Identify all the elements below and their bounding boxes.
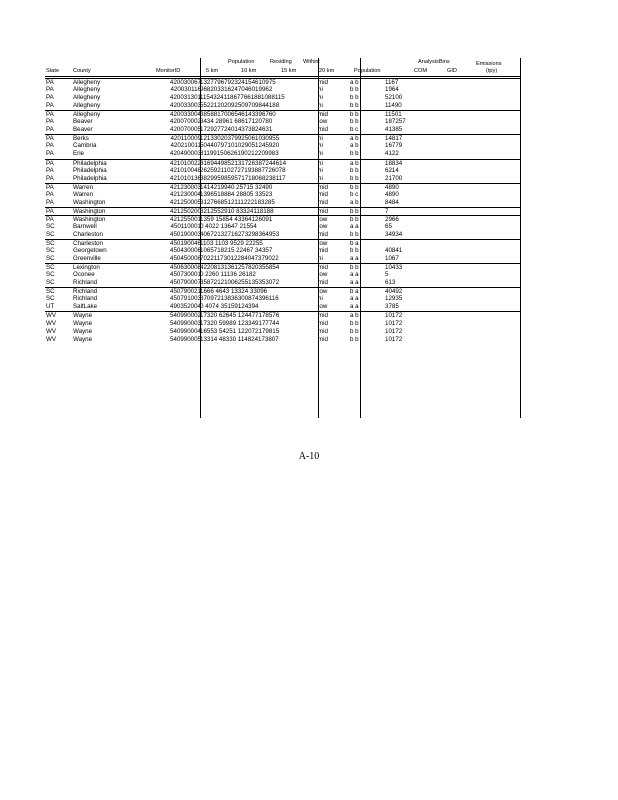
population-cell: 3212552910 83324118188 <box>200 207 274 215</box>
population-cell: 87097213836300874396116 <box>200 295 279 303</box>
population-cell: 12133020379925061030955 <box>200 135 280 143</box>
level-cell: mid <box>318 79 328 86</box>
county-cell: Greenville <box>73 255 101 263</box>
population-cell: 3829959859571718068238117 <box>200 174 286 182</box>
population-cell: 3169449852131726387244614 <box>200 159 287 167</box>
bins-cell: b b <box>350 215 359 223</box>
level-cell: low <box>318 222 328 230</box>
table-row <box>45 126 520 134</box>
county-cell: SaltLake <box>73 303 98 311</box>
county-cell: Warren <box>73 190 94 198</box>
state-cell: SC <box>46 222 55 230</box>
population-cell: 1327796792324154610975 <box>200 79 276 86</box>
county-cell: Charleston <box>73 240 103 247</box>
monitor-id-cell: 450791003 <box>170 295 201 303</box>
emissions-cell: 1167 <box>385 79 399 86</box>
bins-cell: b b <box>350 207 359 215</box>
table-row <box>45 279 520 287</box>
header-monitor-id: MonitorID <box>156 68 181 74</box>
emissions-cell: 10172 <box>385 327 403 335</box>
header-residing: Residing <box>270 59 292 65</box>
level-cell: mid <box>318 319 328 327</box>
county-cell: Washington <box>73 198 106 206</box>
monitor-id-cell: 450190003 <box>170 230 201 238</box>
state-cell: WV <box>46 319 56 327</box>
level-cell: low <box>318 240 328 247</box>
level-cell: mid <box>318 230 328 238</box>
county-cell: Warren <box>73 183 94 191</box>
header-state: State <box>46 68 60 74</box>
emissions-cell: 12935 <box>385 295 403 303</box>
state-cell: SC <box>46 264 55 272</box>
population-cell: 3858817006546143396760 <box>200 111 276 119</box>
header-population-total: Population <box>354 68 381 74</box>
state-cell: PA <box>46 159 54 167</box>
population-cell: 70221173012284047379022 <box>200 255 279 263</box>
header-20km: 20 km <box>319 68 335 74</box>
emissions-cell: 4890 <box>385 183 399 191</box>
state-cell: PA <box>46 174 54 182</box>
emissions-cell: 16779 <box>385 142 403 150</box>
county-cell: Philadelphia <box>73 159 107 167</box>
state-cell: SC <box>46 279 55 287</box>
emissions-cell: 6214 <box>385 166 399 174</box>
monitor-id-cell: 420070005 <box>170 126 201 134</box>
monitor-id-cell: 450730001 <box>170 271 201 279</box>
bins-cell: a b <box>350 135 359 143</box>
population-cell: 1414219940 25715 32490 <box>200 183 273 191</box>
level-cell: hi <box>318 159 323 167</box>
monitor-id-cell: 450190046 <box>170 240 201 247</box>
state-cell: PA <box>46 79 54 86</box>
page-number: A-10 <box>298 451 320 462</box>
emissions-cell: 4890 <box>385 190 399 198</box>
state-cell: PA <box>46 198 54 206</box>
county-cell: Oconee <box>73 271 95 279</box>
monitor-id-cell: 421010022 <box>170 159 201 167</box>
state-cell: PA <box>46 94 54 102</box>
monitor-id-cell: 450790021 <box>170 288 201 296</box>
county-cell: Cambria <box>73 142 97 150</box>
monitor-id-cell: 420490003 <box>170 150 201 158</box>
population-cell: 1103 1103 9529 22255 <box>200 240 263 247</box>
bins-cell: a a <box>350 303 359 311</box>
header-emissions: Emissions <box>476 61 502 67</box>
state-cell: UT <box>46 303 55 311</box>
county-cell: Beaver <box>73 126 93 134</box>
emissions-cell: 2966 <box>385 215 399 223</box>
county-cell: Allegheny <box>73 111 101 119</box>
county-cell: Allegheny <box>73 86 101 94</box>
bins-cell: a a <box>350 222 359 230</box>
table-row <box>45 336 520 344</box>
monitor-id-cell: 450110001 <box>170 222 201 230</box>
emissions-cell: 40492 <box>385 288 403 296</box>
emissions-cell: 187257 <box>385 118 406 126</box>
state-cell: PA <box>46 150 54 158</box>
level-cell: low <box>318 288 328 296</box>
emissions-cell: 4122 <box>385 150 399 158</box>
county-cell: Wayne <box>73 335 93 343</box>
state-cell: SC <box>46 230 55 238</box>
table-row <box>45 255 520 263</box>
emissions-cell: 10172 <box>385 335 403 343</box>
population-cell: 1359 15854 43364126091 <box>200 215 273 223</box>
county-cell: Washington <box>73 207 106 215</box>
level-cell: mid <box>318 111 328 119</box>
emissions-cell: 40841 <box>385 247 403 255</box>
level-cell: mid <box>318 247 328 255</box>
monitor-id-cell: 420210011 <box>170 142 201 150</box>
emissions-cell: 11501 <box>385 111 402 119</box>
population-cell: 2625921102727193887726078 <box>200 166 286 174</box>
population-cell: 81199150626190212209983 <box>200 150 279 158</box>
population-cell: 17320 62645 124477178576 <box>200 312 280 320</box>
emissions-cell: 8484 <box>385 198 399 206</box>
monitor-id-cell: 421010136 <box>170 174 201 182</box>
bins-cell: b b <box>350 174 359 182</box>
emissions-cell: 21700 <box>385 174 403 182</box>
emissions-cell: 41385 <box>385 126 403 134</box>
monitor-id-cell: 421230003 <box>170 183 201 191</box>
header-gid: GID <box>447 68 457 74</box>
bins-cell: b b <box>350 94 359 102</box>
table-row <box>45 247 520 255</box>
emissions-cell: 10172 <box>385 312 403 320</box>
population-cell: 0 4022 13647 21554 <box>200 222 257 230</box>
table-row <box>45 175 520 183</box>
table-row <box>45 223 520 231</box>
population-cell: 13314 48330 114824173807 <box>200 335 279 343</box>
state-cell: PA <box>46 118 54 126</box>
county-cell: Allegheny <box>73 102 101 110</box>
population-cell: 1396518884 28805 33523 <box>200 190 273 198</box>
level-cell: hi <box>318 135 323 143</box>
state-cell: SC <box>46 295 55 303</box>
state-cell: PA <box>46 190 54 198</box>
state-cell: PA <box>46 166 54 174</box>
population-cell: 3434 28961 68617120780 <box>200 118 273 126</box>
county-cell: Wayne <box>73 319 93 327</box>
county-cell: Philadelphia <box>73 166 107 174</box>
state-cell: PA <box>46 102 54 110</box>
header-county: County <box>73 68 91 74</box>
monitor-id-cell: 420110009 <box>170 135 201 143</box>
level-cell: low <box>318 118 328 126</box>
bins-cell: b b <box>350 166 359 174</box>
table-row <box>45 94 520 102</box>
table-row <box>45 320 520 328</box>
emissions-cell: 52100 <box>385 94 403 102</box>
bins-cell: b b <box>350 111 359 119</box>
level-cell: hi <box>318 174 323 182</box>
level-cell: hi <box>318 295 323 303</box>
table-row <box>45 295 520 303</box>
county-cell: Erie <box>73 150 85 158</box>
bins-cell: b b <box>350 102 359 110</box>
monitor-id-cell: 540990005 <box>170 335 201 343</box>
monitor-id-cell: 490352004 <box>170 303 201 311</box>
level-cell: low <box>318 303 328 311</box>
monitor-id-cell: 420033004 <box>170 111 201 119</box>
level-cell: low <box>318 215 328 223</box>
population-cell: 17320 59989 123349177744 <box>200 319 280 327</box>
table-row <box>45 118 520 126</box>
population-cell: 55221202092509709844188 <box>200 102 280 110</box>
table-row <box>45 150 520 158</box>
level-cell: mid <box>318 198 328 206</box>
county-cell: Lexington <box>73 264 100 272</box>
level-cell: hi <box>318 102 323 110</box>
county-cell: Richland <box>73 279 98 287</box>
level-cell: mid <box>318 126 328 134</box>
level-cell: mid <box>318 327 328 335</box>
bins-cell: b a <box>350 288 359 296</box>
monitor-id-cell: 420070002 <box>170 118 201 126</box>
bins-cell: b c <box>350 126 359 134</box>
table-row <box>45 303 520 311</box>
county-cell: Berks <box>73 135 89 143</box>
bins-cell: a a <box>350 271 359 279</box>
county-cell: Wayne <box>73 327 93 335</box>
bins-cell: b b <box>350 264 359 272</box>
level-cell: mid <box>318 190 328 198</box>
population-cell: 35872121006255135353072 <box>200 279 280 287</box>
bins-cell: b a <box>350 240 359 247</box>
column-divider-far-right <box>520 58 521 418</box>
bins-cell: b b <box>350 230 359 238</box>
bins-cell: a b <box>350 142 359 150</box>
state-cell: PA <box>46 207 54 215</box>
bins-cell: b b <box>350 183 359 191</box>
bins-cell: a b <box>350 159 359 167</box>
emissions-cell: 10172 <box>385 319 403 327</box>
emissions-cell: 3785 <box>385 303 399 311</box>
bins-cell: a a <box>350 255 359 263</box>
state-cell: WV <box>46 327 56 335</box>
monitor-id-cell: 421230004 <box>170 190 201 198</box>
county-cell: Beaver <box>73 118 93 126</box>
level-cell: hi <box>318 94 323 102</box>
header-analysis-bins: AnalysisBins <box>418 59 450 65</box>
county-cell: Wayne <box>73 312 93 320</box>
level-cell: hi <box>318 255 323 263</box>
emissions-cell: 1067 <box>385 255 399 263</box>
monitor-id-cell: 421250005 <box>170 198 201 206</box>
header-population: Population <box>228 59 255 65</box>
bins-cell: b b <box>350 327 359 335</box>
monitor-id-cell: 421250200 <box>170 207 201 215</box>
header-within: Within: <box>303 59 321 65</box>
bins-cell: a b <box>350 312 359 320</box>
state-cell: PA <box>46 142 54 150</box>
emissions-cell: 18834 <box>385 159 403 167</box>
state-cell: SC <box>46 271 55 279</box>
state-cell: SC <box>46 240 55 247</box>
state-cell: WV <box>46 312 56 320</box>
state-cell: PA <box>46 215 54 223</box>
population-cell: 0 4074 35159124394 <box>200 303 259 311</box>
monitor-id-cell: 540990003 <box>170 319 201 327</box>
state-cell: PA <box>46 135 54 143</box>
bins-cell: b b <box>350 335 359 343</box>
level-cell: mid <box>318 335 328 343</box>
emissions-cell: 7 <box>385 207 389 215</box>
bins-cell: b b <box>350 150 359 158</box>
table-row <box>45 231 520 239</box>
county-cell: Richland <box>73 295 98 303</box>
monitor-id-cell: 540990002 <box>170 312 201 320</box>
monitor-id-cell: 420031301 <box>170 94 201 102</box>
population-cell: 172927724014373824631 <box>200 126 273 134</box>
header-rule <box>45 76 520 77</box>
table-row <box>45 199 520 207</box>
county-cell: Allegheny <box>73 79 101 86</box>
bins-cell: b b <box>350 86 359 94</box>
bins-cell: a b <box>350 79 359 86</box>
bins-cell: b b <box>350 247 359 255</box>
level-cell: low <box>318 271 328 279</box>
bins-cell: b b <box>350 319 359 327</box>
emissions-cell: 5 <box>385 271 389 279</box>
emissions-cell: 65 <box>385 222 392 230</box>
bins-cell: a a <box>350 279 359 287</box>
county-cell: Georgetown <box>73 247 107 255</box>
level-cell: hi <box>318 142 323 150</box>
monitor-id-cell: 421255001 <box>170 215 201 223</box>
level-cell: mid <box>318 312 328 320</box>
header-5km: 5 km <box>206 68 219 74</box>
state-cell: PA <box>46 126 54 134</box>
monitor-id-cell: 450450008 <box>170 255 201 263</box>
table-row <box>45 191 520 199</box>
county-cell: Barnwell <box>73 222 97 230</box>
population-cell: 0 2260 11136 26182 <box>200 271 256 279</box>
bins-cell: a a <box>350 295 359 303</box>
county-cell: Charleston <box>73 230 103 238</box>
level-cell: hi <box>318 86 323 94</box>
level-cell: mid <box>318 264 328 272</box>
monitor-id-cell: 540990004 <box>170 327 201 335</box>
table-row <box>45 167 520 175</box>
state-cell: SC <box>46 247 55 255</box>
table-row <box>45 328 520 336</box>
county-cell: Washington <box>73 215 106 223</box>
bins-cell: b b <box>350 118 359 126</box>
state-cell: WV <box>46 335 56 343</box>
monitor-id-cell: 420033003 <box>170 102 201 110</box>
county-cell: Philadelphia <box>73 174 107 182</box>
population-cell: 3127668512111222183285 <box>200 198 275 206</box>
header-com: COM <box>414 68 428 74</box>
population-cell: 40672132716273298364953 <box>200 230 280 238</box>
table-row <box>45 142 520 150</box>
county-cell: Allegheny <box>73 94 101 102</box>
header-tpy: (tpy) <box>486 68 498 74</box>
population-cell: 50440797101029051245920 <box>200 142 280 150</box>
bins-cell: b c <box>350 190 359 198</box>
level-cell: mid <box>318 207 328 215</box>
emissions-cell: 34934 <box>385 230 403 238</box>
population-cell: 1154324118677661881088115 <box>200 94 285 102</box>
monitor-id-cell: 450430006 <box>170 247 201 255</box>
population-cell: 1666 4643 13324 33096 <box>200 288 268 296</box>
state-cell: PA <box>46 86 54 94</box>
population-cell: 968203316247046019962 <box>200 86 273 94</box>
header-10km: 10 km <box>241 68 257 74</box>
level-cell: mid <box>318 183 328 191</box>
monitor-id-cell: 420030116 <box>170 86 201 94</box>
emissions-cell: 10433 <box>385 264 403 272</box>
emissions-cell: 1964 <box>385 86 399 94</box>
header-15km: 15 km <box>281 68 297 74</box>
population-cell: 1065718215 22467 34357 <box>200 247 273 255</box>
monitor-id-cell: 450630008 <box>170 264 201 272</box>
level-cell: hi <box>318 166 323 174</box>
state-cell: PA <box>46 111 54 119</box>
state-cell: SC <box>46 255 55 263</box>
state-cell: SC <box>46 288 55 296</box>
population-cell: 42208131361257820355854 <box>200 264 280 272</box>
table-row <box>45 271 520 279</box>
county-cell: Richland <box>73 288 98 296</box>
table-row <box>45 102 520 110</box>
monitor-id-cell: 420030067 <box>170 79 201 86</box>
state-cell: PA <box>46 183 54 191</box>
monitor-id-cell: 450790007 <box>170 279 201 287</box>
bins-cell: a b <box>350 198 359 206</box>
emissions-cell: 14817 <box>385 135 403 143</box>
monitor-id-cell: 421010048 <box>170 166 201 174</box>
table-row <box>45 86 520 94</box>
population-cell: 16553 54251 122072179815 <box>200 327 280 335</box>
level-cell: hi <box>318 150 323 158</box>
emissions-cell: 11490 <box>385 102 402 110</box>
level-cell: mid <box>318 279 328 287</box>
emissions-cell: 613 <box>385 279 396 287</box>
